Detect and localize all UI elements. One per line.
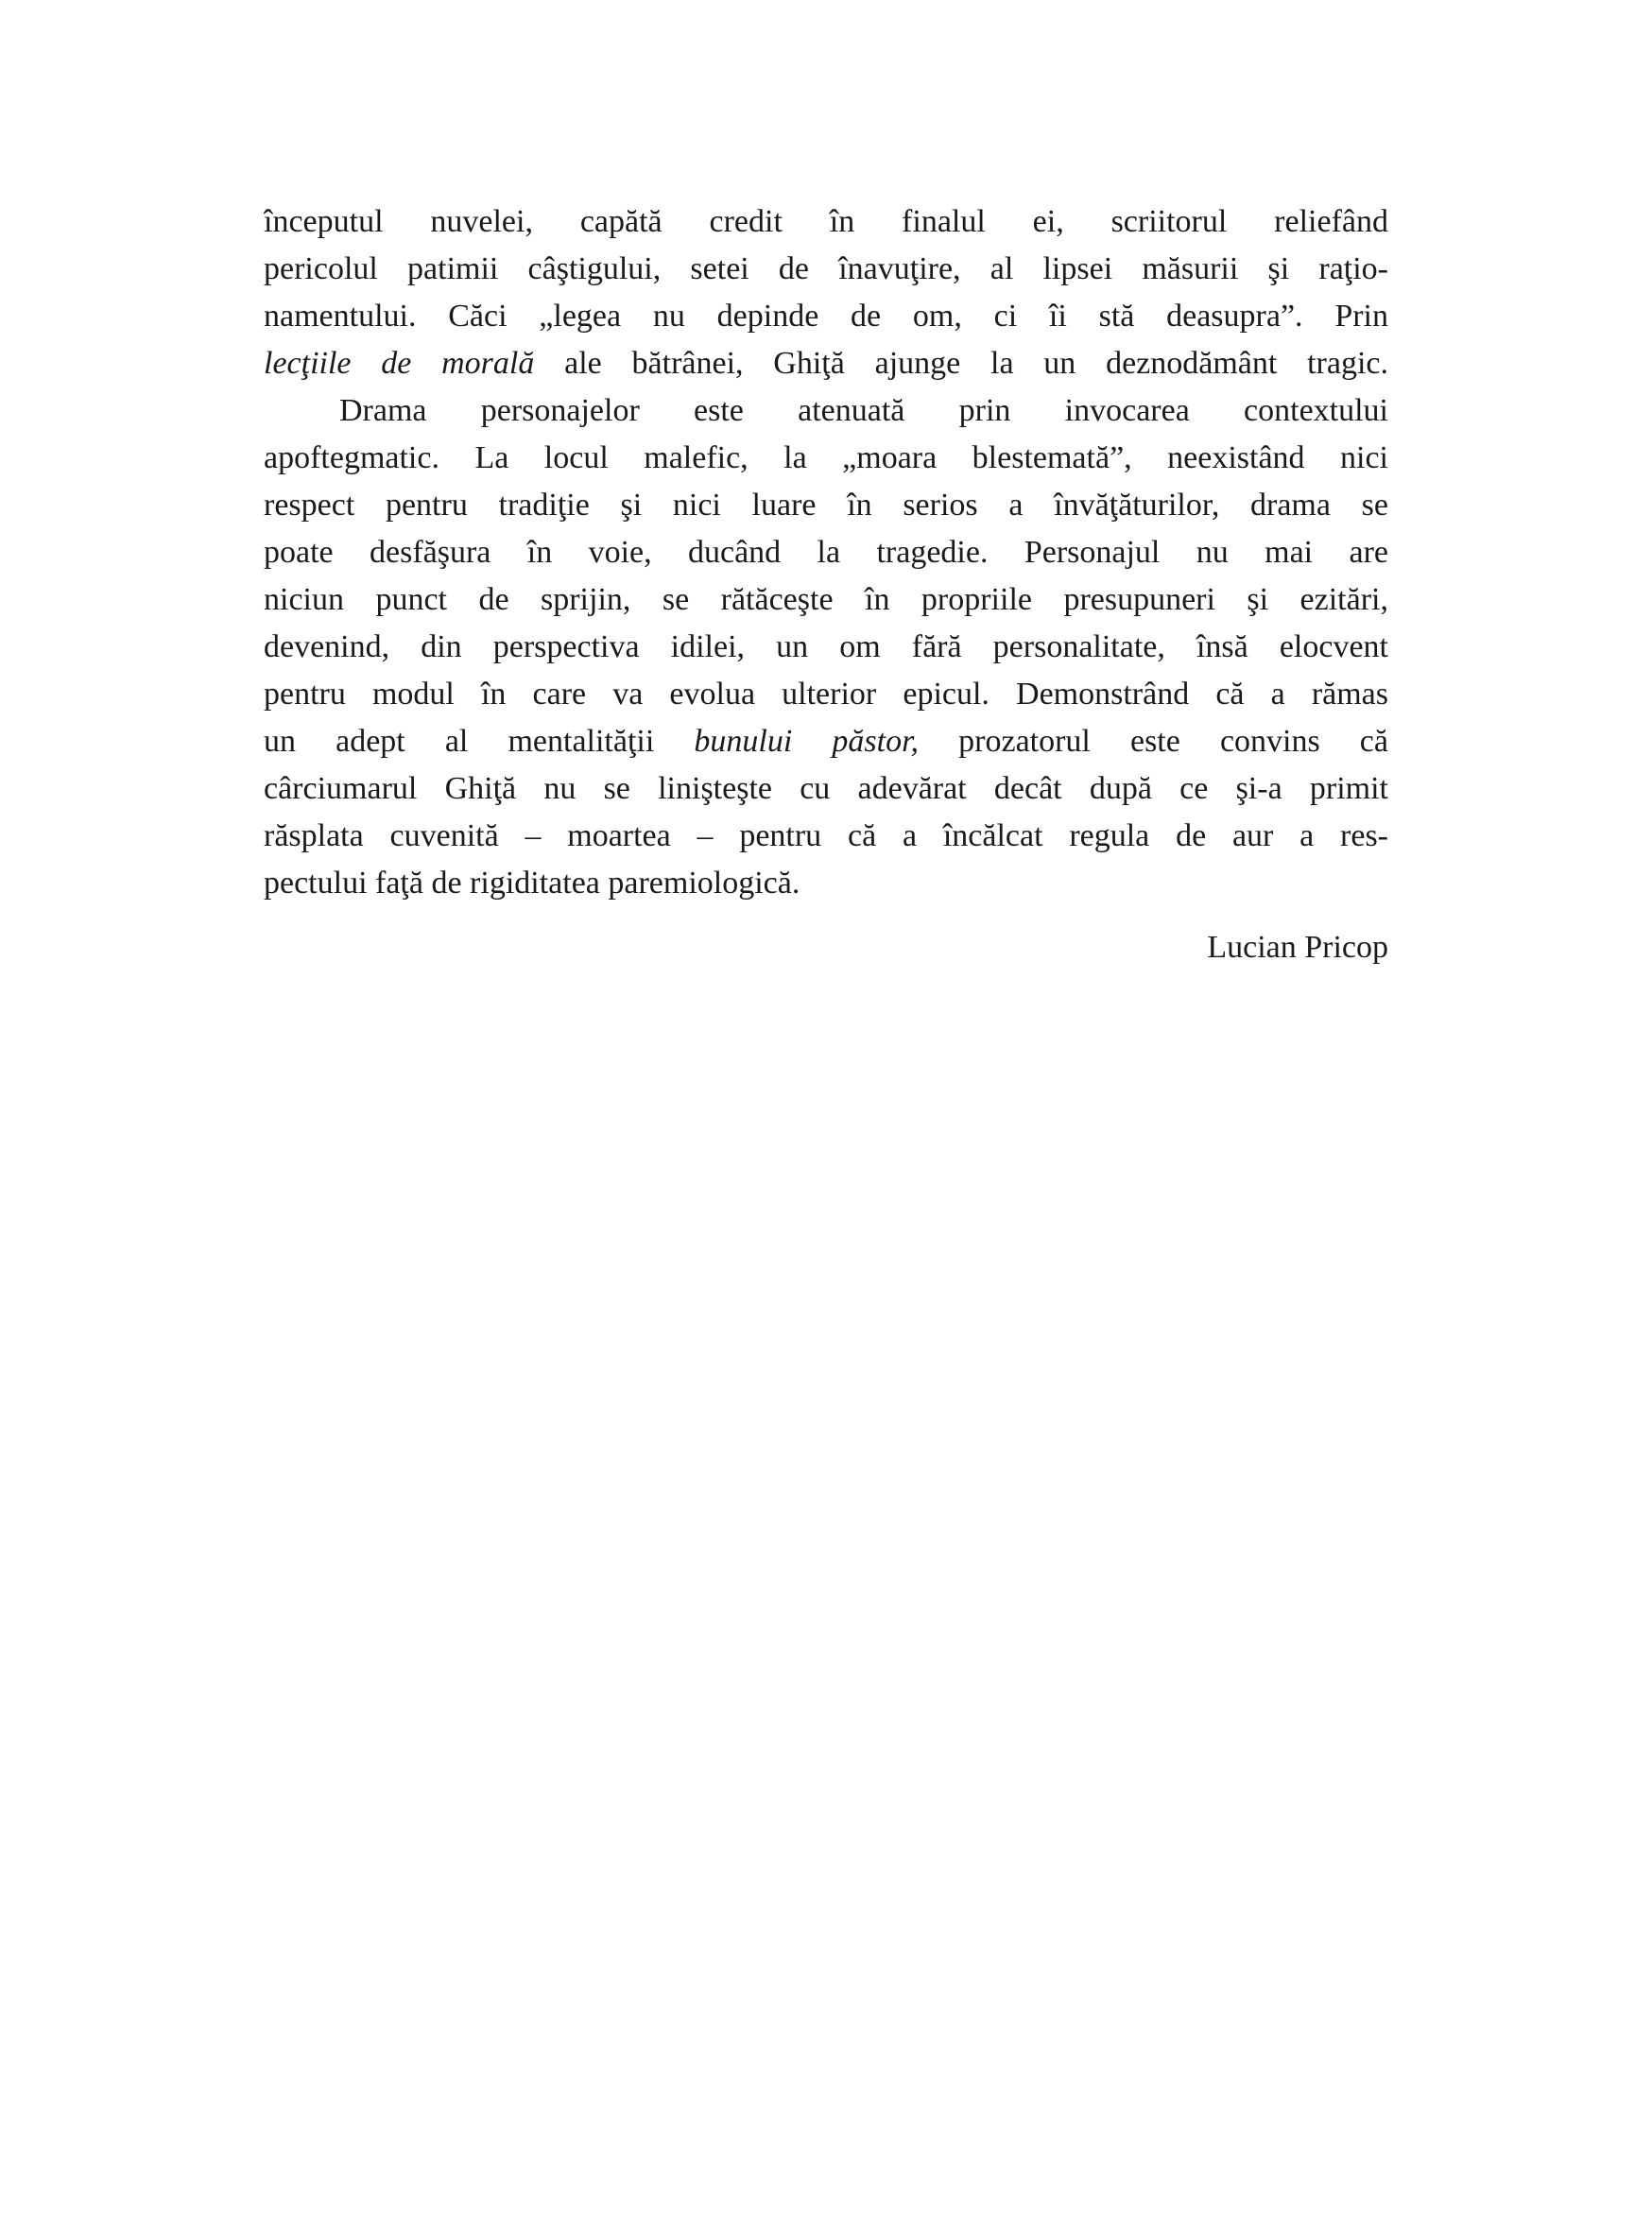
text-line — [264, 624, 1388, 671]
text-line — [264, 576, 1388, 624]
text-line — [264, 718, 1388, 765]
text-segment: cârciumarul Ghiţă nu se linişteşte cu adevărat decât după ce şi-a primit — [264, 771, 1388, 806]
italic-text-segment: lecţiile de morală — [264, 346, 535, 381]
text-line — [264, 529, 1388, 576]
text-line — [264, 765, 1388, 813]
text-segment: respect pentru tradiţie şi nici luare în serios a învăţăturilor, drama se — [264, 488, 1388, 523]
text-line — [264, 482, 1388, 529]
text-segment: pentru modul în care va evolua ulterior epicul. Demonstrând că a rămas — [264, 677, 1388, 712]
text-line — [264, 860, 1388, 907]
text-segment: răsplata cuvenită – moartea – pentru că a încălcat regula de aur a res- — [264, 818, 1388, 853]
text-line — [264, 198, 1388, 246]
italic-text-segment: bunului păstor, — [694, 724, 920, 759]
text-segment: niciun punct de sprijin, se rătăceşte în propriile presupuneri şi ezitări, — [264, 582, 1388, 617]
text-line — [264, 246, 1388, 293]
text-line — [264, 813, 1388, 860]
text-segment: Drama personajelor este atenuată prin invocarea contextului — [339, 393, 1388, 428]
author-name: Lucian Pricop — [1207, 930, 1388, 965]
text-segment: începutul nuvelei, capătă credit în finalul ei, scriitorul reliefând — [264, 204, 1388, 239]
text-segment: poate desfăşura în voie, ducând la tragedie. Personajul nu mai are — [264, 535, 1388, 570]
text-segment: devenind, din perspectiva idilei, un om fără personalitate, însă elocvent — [264, 629, 1388, 664]
text-segment: apoftegmatic. La locul malefic, la „moara blestemată”, neexistând nici — [264, 440, 1388, 475]
text-line — [264, 671, 1388, 718]
text-segment: un adept al mentalităţii — [264, 724, 695, 759]
text-line — [264, 435, 1388, 482]
text-segment: pericolul patimii câştigului, setei de înavuţire, al lipsei măsurii şi raţio- — [264, 251, 1388, 286]
text-line — [264, 387, 1388, 435]
text-line — [264, 293, 1388, 340]
text-segment: namentului. Căci „legea nu depinde de om, ci îi stă deasupra”. Prin — [264, 299, 1388, 334]
text-block — [264, 198, 1388, 971]
text-segment: pectului faţă de rigiditatea paremiologică. — [264, 866, 800, 901]
text-segment: ale bătrânei, Ghiţă ajunge la un deznodământ tragic. — [534, 346, 1388, 381]
text-segment: prozatorul este convins că — [919, 724, 1388, 759]
text-line — [264, 340, 1388, 387]
